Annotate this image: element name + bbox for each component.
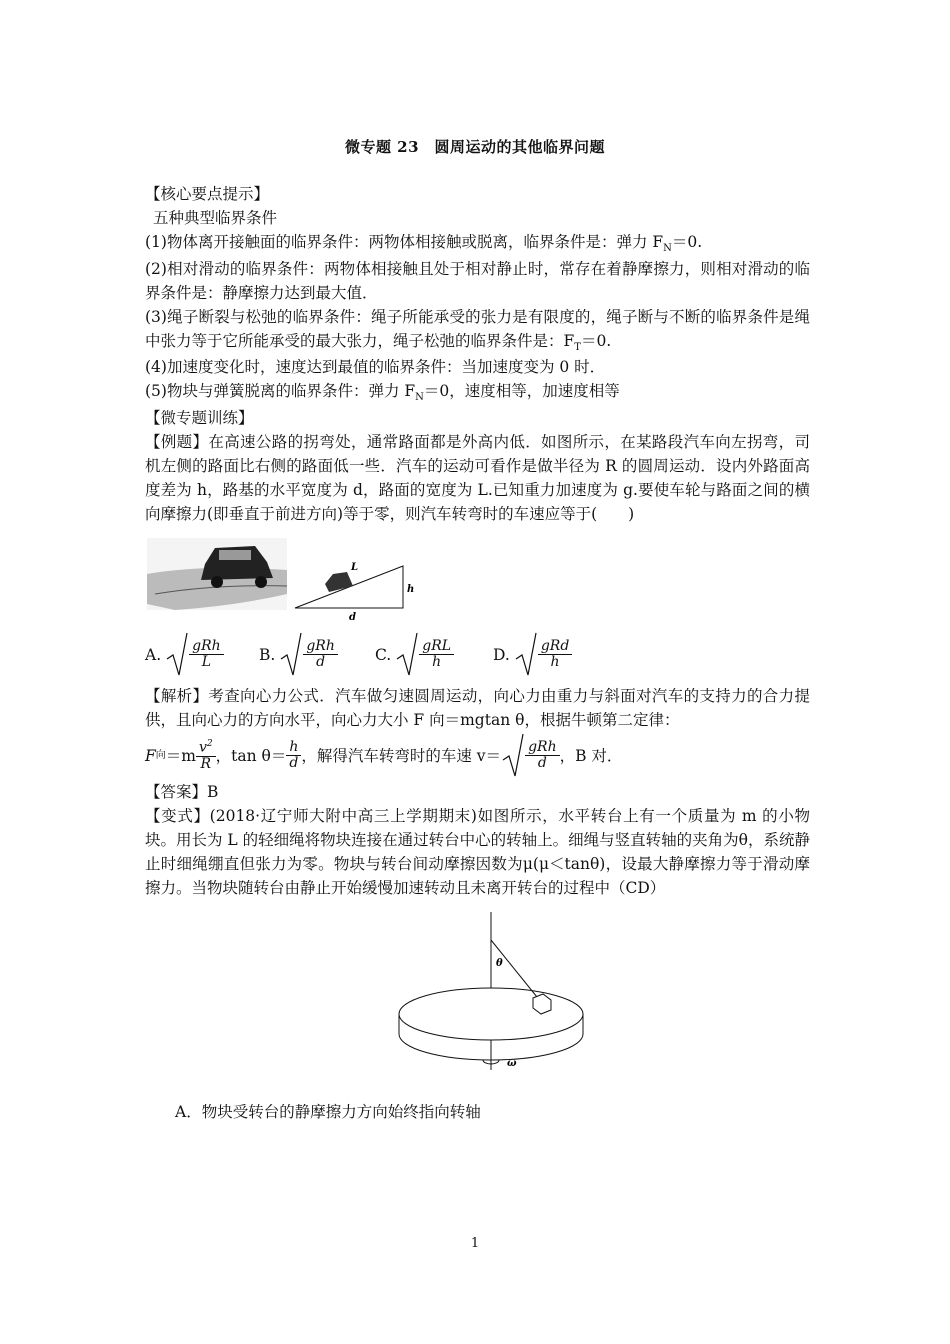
analysis-formula: F 向 ＝m $\frac{v^2}{R}$ ，tan θ＝ $\frac{h}{d}$ ，解得汽车转弯时的车速 v＝ $\frac{\text{gRh}}{d}$ ，B 对． xyxy=(145,732,810,780)
sqrt-icon xyxy=(165,631,189,679)
option-c[interactable]: C. $\frac{\text{gRL}}{h}$ xyxy=(375,626,454,684)
turntable-figure xyxy=(145,910,810,1090)
core-item-2: (2)相对滑动的临界条件：两物体相接触且处于相对静止时，常存在着静摩擦力，则相对滑动的临界条件是：静摩擦力达到最大值． xyxy=(145,259,810,302)
core-item-5: (5)物块与弹簧脱离的临界条件：弹力 $F_N=0$，速度相等，加速度相等 xyxy=(145,382,620,404)
page-number: 1 xyxy=(470,1236,480,1251)
sqrt-icon xyxy=(279,631,303,679)
sqrt-icon xyxy=(514,631,538,679)
option-b[interactable]: B. $\frac{\text{gRh}}{d}$ xyxy=(259,626,338,684)
car-banked-road-figure xyxy=(145,534,810,620)
label-h: h xyxy=(407,583,415,595)
sqrt-icon xyxy=(501,732,525,780)
sqrt-icon xyxy=(395,631,419,679)
label-omega: ω xyxy=(507,1058,517,1070)
core-item-3: (3)绳子断裂与松弛的临界条件：绳子所能承受的张力是有限度的，绳子断与不断的临界条件是绳中张力等于它所能承受的最大张力，绳子松弛的临界条件是：$F_T=0$. xyxy=(145,307,810,353)
page-title: 微专题 23 圆周运动的其他临界问题 xyxy=(344,138,606,156)
document-body xyxy=(145,182,810,1124)
core-subheading: 五种典型临界条件 xyxy=(153,209,278,228)
label-theta: θ xyxy=(496,958,503,970)
label-L: L xyxy=(351,561,359,573)
example-question: 【例题】在高速公路的拐弯处，通常路面都是外高内低．如图所示，在某路段汽车向左拐弯，司机左侧的路面比右侧的路面低一些．汽车的运动可看作是做半径为 R 的圆周运动．设内外路面高度差为 h，路基的水平宽度为 d，路面的宽度为 L.已知重力加速度为 g.要使车轮与路面之间的横向摩擦力(即垂直于前进方向)等于零，则汽车转弯时的车速应等于( ) xyxy=(145,432,810,523)
label-d: d xyxy=(349,611,356,620)
car-photo-and-incline xyxy=(145,534,415,620)
turntable-diagram xyxy=(145,910,810,1090)
option-d[interactable]: D. $\frac{\text{gRd}}{h}$ xyxy=(493,626,572,684)
answer-line: 【答案】B xyxy=(145,782,219,801)
turntable-top xyxy=(399,988,583,1040)
variant-option-a[interactable]: A．物块受转台的静摩擦力方向始终指向转轴 xyxy=(175,1103,481,1122)
variant-question: 【变式】(2018·辽宁师大附中高三上学期期末)如图所示，水平转台上有一个质量为 m 的小物块。用长为 L 的轻细绳将物块连接在通过转台中心的转轴上。细绳与竖直转轴的夹角为θ，系统静止时细绳绷直但张力为零。物块与转台间动摩擦因数为μ(μ＜tanθ)，设最大静摩擦力等于滑动摩擦力。当物块随转台由静止开始缓慢加速转动且未离开转台的过程中（CD） xyxy=(145,807,810,898)
section-heading-training: 【微专题训练】 xyxy=(145,408,254,427)
core-item-1: (1)物体离开接触面的临界条件：两物体相接触或脱离，临界条件是：弹力 $F_N=0$. xyxy=(145,233,703,255)
analysis-text: 【解析】考查向心力公式．汽车做匀速圆周运动，向心力由重力与斜面对汽车的支持力的合力提供，且向心力的方向水平，向心力大小 F 向＝mgtan θ，根据牛顿第二定律： xyxy=(145,686,810,729)
option-a[interactable]: A. $\frac{\text{gRh}}{L}$ xyxy=(145,626,224,684)
core-item-4: (4)加速度变化时，速度达到最值的临界条件：当加速度变为 0 时． xyxy=(145,358,606,377)
section-heading-core: 【核心要点提示】 xyxy=(145,185,270,203)
answer-options xyxy=(145,626,810,684)
